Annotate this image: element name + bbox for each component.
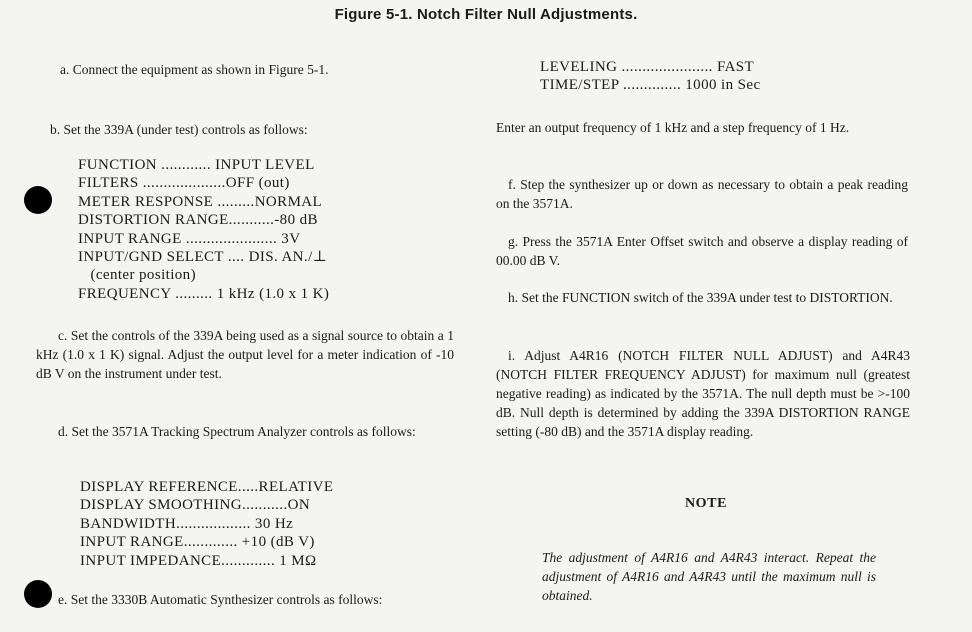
setting-row: DISTORTION RANGE...........-80 dB xyxy=(78,212,318,229)
step-g: g. Press the 3571A Enter Offset switch and observe a display reading of 00.00 dB V. xyxy=(496,234,908,268)
setting-row: INPUT/GND SELECT .... DIS. AN./⊥ xyxy=(78,249,328,266)
setting-row: FILTERS ....................OFF (out) xyxy=(78,175,290,192)
setting-row: (center position) xyxy=(78,267,196,284)
setting-row: BANDWIDTH.................. 30 Hz xyxy=(80,515,294,532)
setting-row: INPUT RANGE ...................... 3V xyxy=(78,230,301,247)
note-heading: NOTE xyxy=(684,496,728,511)
setting-row: LEVELING ...................... FAST xyxy=(540,59,755,75)
setting-row: DISPLAY REFERENCE.....RELATIVE xyxy=(80,479,334,495)
note-text: The adjustment of A4R16 and A4R43 interact. Repeat the adjustment of A4R16 and A4R43 until the maximum null is obtained. xyxy=(542,549,876,603)
step-e: e. Set the 3330B Automatic Synthesizer controls as follows: xyxy=(58,592,383,607)
settings-3330b xyxy=(540,58,761,95)
setting-row: FREQUENCY ......... 1 kHz (1.0 x 1 K) xyxy=(78,285,330,302)
figure-title: Figure 5-1. Notch Filter Null Adjustments. xyxy=(334,6,638,23)
step-h: h. Set the FUNCTION switch of the 339A under test to DISTORTION. xyxy=(508,290,893,305)
setting-row: TIME/STEP .............. 1000 in Sec xyxy=(540,77,761,94)
step-i: i. Adjust A4R16 (NOTCH FILTER NULL ADJUST) and A4R43 (NOTCH FILTER FREQUENCY ADJUST) for maximum null (greatest negative reading) as indicated by the 3571A. The null depth must be >-100 dB. Null depth is determined by adding the 339A DISTORTION RANGE setting (-80 dB) and the 3571A display reading. xyxy=(496,348,910,439)
setting-row: INPUT IMPEDANCE............. 1 MΩ xyxy=(80,552,317,569)
step-c: c. Set the controls of the 339A being used as a signal source to obtain a 1 kHz (1.0 x 1 K) signal. Adjust the output level for a meter indication of -10 dB V on the instrument under test. xyxy=(36,328,454,381)
settings-3571a xyxy=(80,478,333,570)
setting-row: INPUT RANGE............. +10 (dB V) xyxy=(80,534,315,551)
enter-frequency: Enter an output frequency of 1 kHz and a step frequency of 1 Hz. xyxy=(496,120,850,135)
setting-row: METER RESPONSE .........NORMAL xyxy=(78,193,323,210)
binder-hole-mark xyxy=(24,186,52,214)
step-f: f. Step the synthesizer up or down as necessary to obtain a peak reading on the 3571A. xyxy=(496,177,908,211)
setting-row: DISPLAY SMOOTHING...........ON xyxy=(80,497,311,514)
step-a: a. Connect the equipment as shown in Figure 5-1. xyxy=(60,62,329,77)
setting-row: FUNCTION ............ INPUT LEVEL xyxy=(78,157,315,173)
step-b: b. Set the 339A (under test) controls as follows: xyxy=(50,122,308,137)
step-d: d. Set the 3571A Tracking Spectrum Analyzer controls as follows: xyxy=(58,424,416,439)
settings-339a xyxy=(78,156,329,303)
